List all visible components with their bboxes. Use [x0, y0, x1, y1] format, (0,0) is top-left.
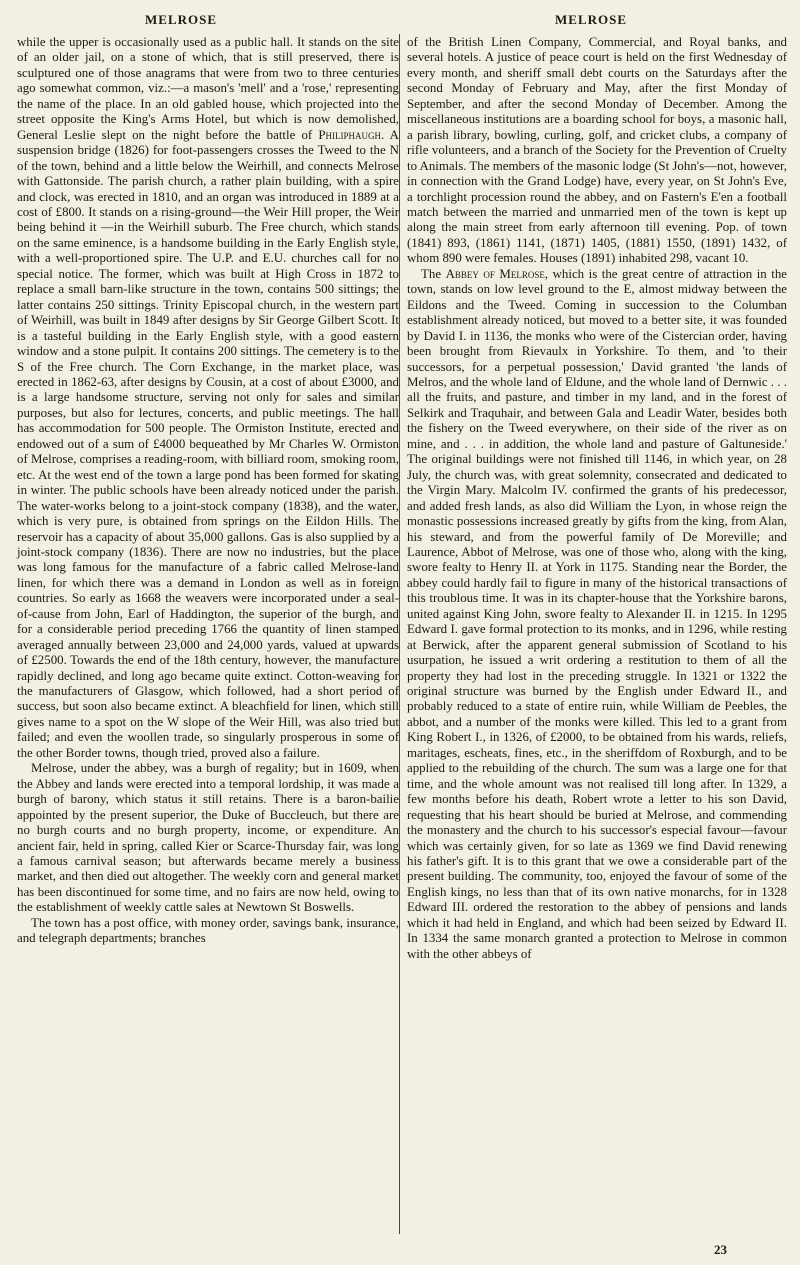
- left-p1-smallcaps: Philiphaugh: [318, 127, 382, 142]
- running-header: [0, 12, 800, 32]
- header-right-title: MELROSE: [555, 12, 628, 27]
- left-p1-tail: . A suspension bridge (1826) for foot-passengers crosses the Tweed to the N of the town, behind and a little below the Weirhill, and connects Melrose with Gattonside. The parish church, a rather plain building, with a spire and clock, was erected in 1810, and an organ was introduced in 1889 at a cost of £800. It stands on a rising-ground—the Weir Hill proper, the Weir being behind it —in the Weirhill suburb. The Free church, which stands on the same eminence, is a handsome building in the Early English style, with a well-proportioned spire. The U.P. and E.U. churches call for no special notice. The former, which was built at High Cross in 1872 to replace a small barn-like structure in the town, contains 500 sittings; the latter contains 250 sittings. Trinity Episcopal church, in the western part of Weirhill, was built in 1849 after designs by Sir George Gilbert Scott. It is a tasteful building in the Early English style, with a good eastern window and a stone pulpit. It contains 200 sittings. The cemetery is to the S of the Free church. The Corn Exchange, in the market place, was erected in 1862-63, after designs by Cousin, at a cost of about £3000, and is a large handsome structure, serving not only for sales and similar purposes, but also for lectures, concerts, and public meetings. The hall has accommodation for 500 people. The Ormiston Institute, erected and endowed out of a sum of £4000 bequeathed by Mr Charles W. Ormiston of Melrose, comprises a reading-room, with billiard room, smoking room, etc. At the west end of the town a large pond has been formed for skating in winter. The public schools have been already noticed under the parish. The water-works belong to a joint-stock company (1838), and the water, which is very pure, is obtained from springs on the Eildon Hills. The reservoir has a capacity of about 35,000 gallons. Gas is also supplied by a joint-stock company (1836). There are now no industries, but the place was long famous for the manufacture of a fabric called Melrose-land linen, for which there was a demand in London as well as in foreign countries. So early as 1668 the weavers were incorporated under a seal-of-cause from John, Earl of Haddington, the superior of the burgh, and for a considerable period preceding 1766 the quantity of linen stamped averaged annually between 23,000 and 24,000 yards, valued at upwards of £2500. Towards the end of the 18th century, however, the manufacture rapidly declined, and long ago became quite extinct. Cotton-weaving for the manufacturers of Glasgow, which followed, had a short period of success, but soon also became extinct. A bleachfield for linen, which still gives name to a spot on the W slope of the Weir Hill, was also tried but failed; and even the woollen trade, so singularly prosperous in some of the other Border towns, though tried, proved also a failure.: [17, 127, 399, 760]
- right-p2-text: , which is the great centre of attraction in the town, stands on low level ground to the E, almost midway between the Eildons and the Tweed. Coming in succession to the Columban establishment already noticed, but moved to a better site, it was founded by David I. in 1136, the monks who were of the Cistercian order, having been brought from Rievaulx in Yorkshire. To them, and 'to their successors, for a perpetual possession,' David granted 'the lands of Melros, and the whole land of Eldune, and the whole land of Dernwic . . . all the fruits, and pasture, and timber in my land, and in the forest of Selkirk and Traquhair, and between Gala and Leadir Water, besides both the fishery on the Tweed everywhere, on their side of the river as on mine, and . . . in addition, the whole land and pasture of Galtuneside.' The original buildings were not finished till 1146, in which year, on 28 July, the church was, with great solemnity, consecrated and dedicated to the Virgin Mary. Malcolm IV. confirmed the grants of his predecessor, and added fresh lands, as also did William the Lyon, in whose reign the monastic possessions increased greatly by gifts from the king, from Alan, his steward, and from the powerful family of De Moreville; and Laurence, Abbot of Melrose, was one of those who, along with the king, swore fealty to Henry II. at York in 1175. Standing near the Border, the abbey could hardly fail to figure in many of the historical transactions of this troublous time. It was in its chapter-house that the Yorkshire barons, united against King John, swore fealty to Alexander II. in 1215. In 1295 Edward I. gave formal protection to its monks, and in 1296, while resting at Berwick, after the apparent general submission of Scotland to his usurpation, he issued a writ ordering a restitution to them of all the property they had lost in the preceding struggle. In 1321 or 1322 the original structure was burned by the English under Edward II., and probably reduced to a state of entire ruin, while William de Peebles, the abbot, and a number of the monks were killed. This led to a grant from King Robert I., in 1326, of £2000, to be obtained from his wards, reliefs, maritages, escheats, fines, etc., in the sheriffdom of Roxburgh, and to be applied to the rebuilding of the church. The sum was a large one for that time, and the whole amount was not realised till long after. In 1329, a few months before his death, Robert wrote a letter to his son David, requesting that his heart should be buried at Melrose, and commending the monastery and the church to his successor's especial favour—favour which was certainly given, for so late as 1369 we find David renewing his father's gift. It is to this grant that we owe a considerable part of the present building. The community, too, enjoyed the favour of some of the English kings, no less than that of its own native monarchs, for in 1328 Edward III. ordered the restoration to the abbey of pensions and lands which it had held in England, and which had been seized by Edward II. In 1334 the same monarch granted a protection to Melrose in common with the other abbeys of: [407, 266, 787, 961]
- right-paragraph-1: of the British Linen Company, Commercial, and Royal banks, and several hotels. A justice of peace court is held on the first Wednesday of every month, and sheriff small debt courts on the Saturdays after the second Monday of February and May, after the first Monday of September, and after the second Monday of December. Among the miscellaneous institutions are a boarding school for boys, a masonic hall, a parish library, bowling, curling, golf, and cricket clubs, a company of rifle volunteers, and a branch of the Society for the Prevention of Cruelty to Animals. The members of the masonic lodge (St John's—not, however, in connection with the Grand Lodge) have, every year, on St John's Eve, a torchlight procession round the abbey, and on Fastern's E'en a football match between the married and unmarried men of the town is kept up along the main street from early afternoon till evening. Pop. of town (1841) 893, (1861) 1141, (1871) 1405, (1881) 1550, (1891) 1432, of whom 890 were females. Houses (1891) inhabited 298, vacant 10.: [407, 35, 787, 266]
- left-paragraph-3: The town has a post office, with money order, savings bank, insurance, and telegraph departments; branches: [17, 915, 399, 946]
- left-p1-text: while the upper is occasionally used as a public hall. It stands on the site of an older jail, on a stone of which, that is still preserved, there is sculptured one of those anagrams that were from two to three centuries ago somewhat common, viz.:—a mason's 'mell' and a 'rose,' representing the name of the place. In an old gabled house, which projected into the street opposite the King's Arms Hotel, but which is now demolished, General Leslie slept on the night before the battle of: [17, 35, 399, 142]
- right-p2-lead: The: [421, 266, 442, 281]
- right-paragraph-2: [407, 267, 787, 962]
- page-number: 23: [714, 1242, 727, 1257]
- right-column: [407, 35, 787, 962]
- left-column: [17, 35, 399, 947]
- right-p2-smallcaps: Abbey of Melrose: [445, 266, 545, 281]
- header-left-title: MELROSE: [145, 12, 218, 27]
- left-paragraph-2: Melrose, under the abbey, was a burgh of regality; but in 1609, when the Abbey and lands were erected into a temporal lordship, it was made a burgh of barony, which status it still retains. There is a baron-bailie appointed by the present superior, the Duke of Buccleuch, but there are no burgh courts and no burgh property, income, or expenditure. An ancient fair, held in spring, called Kier or Scarce-Thursday fair, was long a famous carnival season; but afterwards became merely a business market, and then died out altogether. The weekly corn and general market has been discontinued for some time, and no fairs are now held, owing to the establishment of weekly cattle sales at Newtown St Boswells.: [17, 761, 399, 915]
- left-paragraph-1: [17, 35, 399, 761]
- column-divider: [399, 34, 400, 1234]
